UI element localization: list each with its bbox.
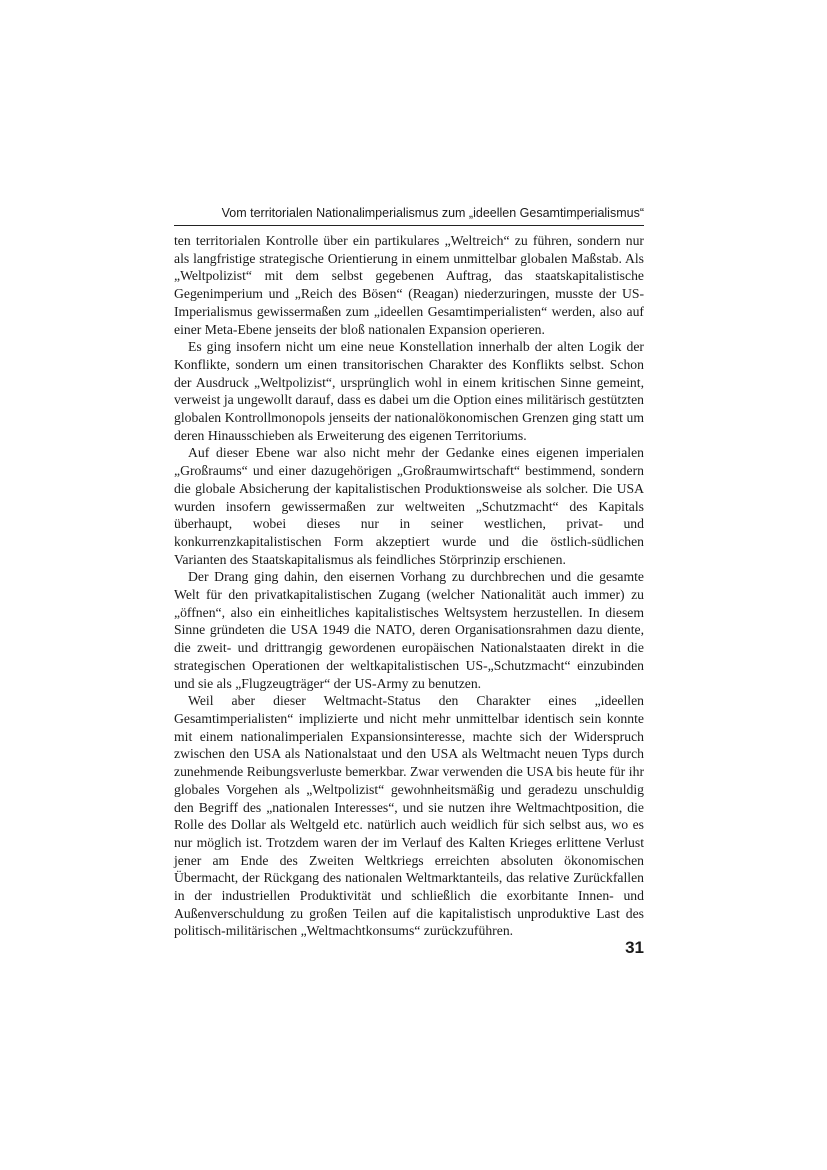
paragraph-3: Auf dieser Ebene war also nicht mehr der Gedanke eines eigenen imperialen „Großraums“ und einer dazugehörigen „Großraumwirtschaft“ bestimmend, sondern die globale Absicherung der kapitalistischen Produktionsweise als solcher. Die USA wurden insofern gewissermaßen zur weltweiten „Schutzmacht“ des Kapitals überhaupt, wobei dieses nur in seiner westlichen, privat- und konkurrenzkapitalistischen Form akzeptiert wurde und die östlich-südlichen Varianten des Staatskapitalismus als feindliches Störprinzip erschienen. bbox=[174, 445, 644, 567]
paragraph-4: Der Drang ging dahin, den eisernen Vorhang zu durchbrechen und die gesamte Welt für den privatkapitalistischen Zugang (welcher Nationalität auch immer) zu „öffnen“, also ein einheitliches kapitalistisches Weltsystem herzustellen. In diesem Sinne gründeten die USA 1949 die NATO, deren Organisationsrahmen dazu diente, die zweit- und drittrangig gewordenen europäischen Nationalstaaten direkt in die strategischen Operationen der weltkapitalistischen US-„Schutzmacht“ einzubinden und sie als „Flugzeugträger“ der US-Army zu benutzen. bbox=[174, 569, 644, 691]
running-header: Vom territorialen Nationalimperialismus zum „ideellen Gesamtimperialismus“ bbox=[221, 206, 644, 220]
header-rule bbox=[174, 225, 644, 226]
paragraph-2: Es ging insofern nicht um eine neue Konstellation innerhalb der alten Logik der Konflikte, sondern um einen transitorischen Charakter des Konflikts selbst. Schon der Ausdruck „Weltpolizist“, ursprünglich wohl in einem kritischen Sinne gemeint, verweist ja ungewollt darauf, dass es dabei um die Option eines militärisch gestützten globalen Kontrollmonopols jenseits der nationalökonomischen Grenzen ging statt um deren Hinausschieben als Erweiterung des eigenen Territoriums. bbox=[174, 339, 644, 443]
page-number: 31 bbox=[625, 938, 644, 957]
paragraph-5: Weil aber dieser Weltmacht-Status den Charakter eines „ideellen Gesamtimperialisten“ implizierte und nicht mehr unmittelbar identisch sein konnte mit einem nationalimperialen Expansionsinteresse, machte sich der Widerspruch zwischen den USA als Nationalstaat und den USA als Weltmacht neuen Typs durch zunehmende Reibungsverluste bemerkbar. Zwar verwenden die USA bis heute für ihr globales Vorgehen als „Weltpolizist“ gewohnheitsmäßig und geradezu unschuldig den Begriff des „nationalen Interesses“, und sie nutzen ihre Weltmachtposition, die Rolle des Dollar als Weltgeld etc. natürlich auch weidlich für sich selbst aus, wo es nur möglich ist. Trotzdem waren der im Verlauf des Kalten Krieges erlittene Verlust jener am Ende des Zweiten Weltkriegs erreichten absoluten ökonomischen Übermacht, der Rückgang des nationalen Weltmarktanteils, das relative Zurückfallen in der industriellen Produktivität und schließlich die exorbitante Innen- und Außenverschuldung zu großen Teilen auf die kapitalistisch unproduktive Last des politisch-militärischen „Weltmachtkonsums“ zurückzuführen. bbox=[174, 693, 644, 939]
body-text bbox=[174, 232, 644, 940]
paragraph-1: ten territorialen Kontrolle über ein partikulares „Weltreich“ zu führen, sondern nur als langfristige strategische Orientierung in einem unmittelbar globalen Maßstab. Als „Weltpolizist“ mit dem selbst gegebenen Auftrag, das staatskapitalistische Gegenimperium und „Reich des Bösen“ (Reagan) niederzuringen, musste der US-Imperialismus gewissermaßen zum „ideellen Gesamtimperialisten“ werden, also auf einer Meta-Ebene jenseits der bloß nationalen Expansion operieren. bbox=[174, 233, 644, 337]
